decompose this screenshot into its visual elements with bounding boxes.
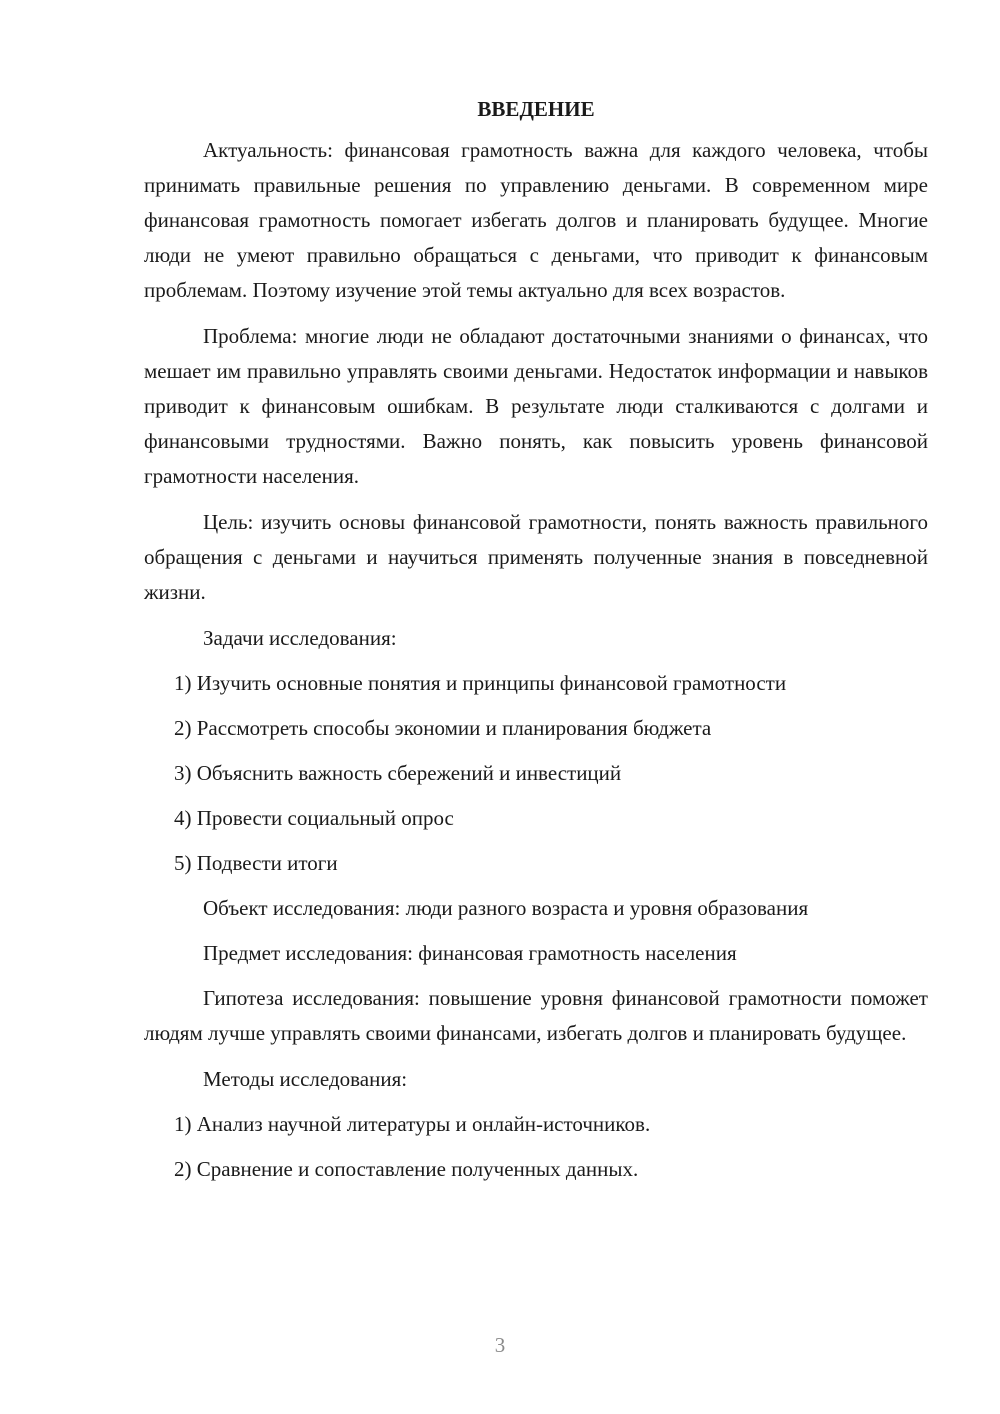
subject-line: Предмет исследования: финансовая грамотность населения xyxy=(203,941,737,965)
task-item: 2) Рассмотреть способы экономии и планирования бюджета xyxy=(174,716,712,740)
relevance-paragraph: Актуальность: финансовая грамотность важна для каждого человека, чтобы принимать правильные решения по управлению деньгами. В современном мире финансовая грамотность помогает избегать долгов и планировать будущее. Многие люди не умеют правильно обращаться с деньгами, что приводит к финансовым проблемам. Поэтому изучение этой темы актуально для всех возрастов. xyxy=(144,138,928,302)
task-item: 1) Изучить основные понятия и принципы финансовой грамотности xyxy=(174,671,787,695)
goal-paragraph: Цель: изучить основы финансовой грамотности, понять важность правильного обращения с деньгами и научиться применять полученные знания в повседневной жизни. xyxy=(144,510,928,604)
page-number: 3 xyxy=(494,1333,506,1357)
hypothesis-paragraph: Гипотеза исследования: повышение уровня финансовой грамотности поможет людям лучше управлять своими финансами, избегать долгов и планировать будущее. xyxy=(144,986,928,1045)
object-line: Объект исследования: люди разного возраста и уровня образования xyxy=(203,896,809,920)
document-page xyxy=(144,92,928,1197)
method-item: 2) Сравнение и сопоставление полученных данных. xyxy=(174,1157,639,1181)
problem-paragraph: Проблема: многие люди не обладают достаточными знаниями о финансах, что мешает им правильно управлять своими деньгами. Недостаток информации и навыков приводит к финансовым ошибкам. В результате люди сталкиваются с долгами и финансовыми трудностями. Важно понять, как повысить уровень финансовой грамотности населения. xyxy=(144,324,928,488)
methods-heading: Методы исследования: xyxy=(203,1067,408,1091)
task-item: 5) Подвести итоги xyxy=(174,851,338,875)
task-item: 4) Провести социальный опрос xyxy=(174,806,454,830)
method-item: 1) Анализ научной литературы и онлайн-источников. xyxy=(174,1112,651,1136)
task-item: 3) Объяснить важность сбережений и инвестиций xyxy=(174,761,622,785)
section-title: ВВЕДЕНИЕ xyxy=(477,97,595,121)
tasks-heading: Задачи исследования: xyxy=(203,626,397,650)
